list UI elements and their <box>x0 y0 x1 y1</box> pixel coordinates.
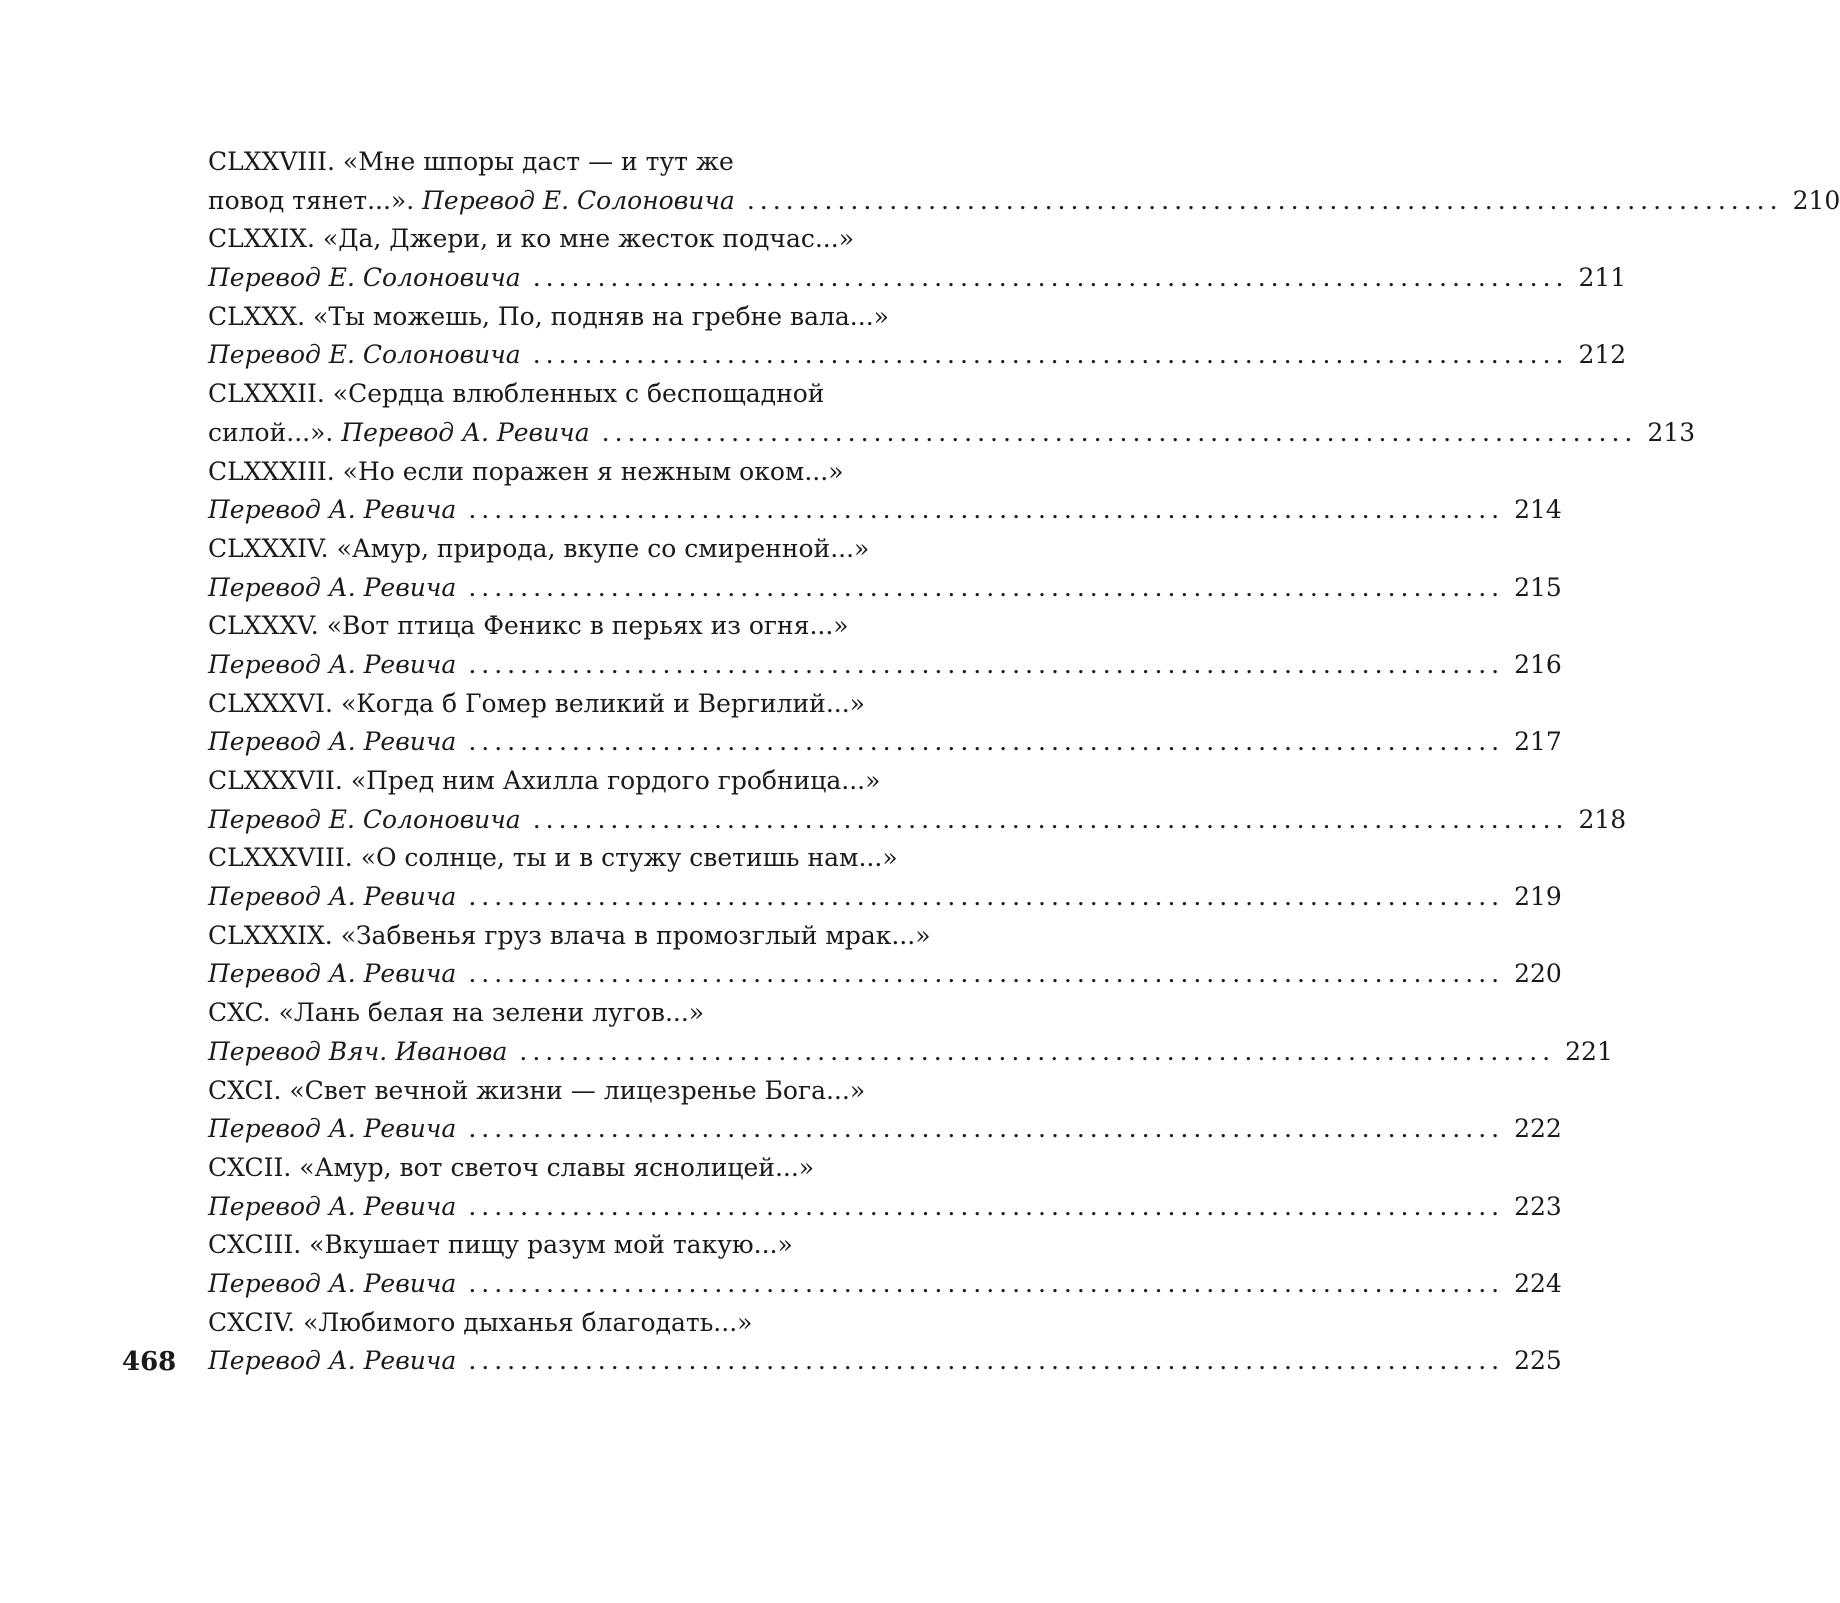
toc-entry-credit-line <box>208 955 1562 994</box>
toc-entry-title: CXCI. «Свет вечной жизни — лицезренье Бога...» <box>208 1075 866 1105</box>
toc-entry-credit <box>208 414 590 453</box>
toc-entry <box>208 453 1562 530</box>
toc-entry-translator: Перевод А. Ревича <box>208 1268 457 1298</box>
toc-entry <box>208 1226 1562 1303</box>
toc-entry <box>208 994 1613 1071</box>
toc-entry-translator: Перевод А. Ревича <box>208 1114 457 1144</box>
toc-entry-page-number: 218 <box>1578 804 1627 834</box>
dot-leader: ................................................................................ <box>468 572 1505 602</box>
dot-leader: ................................................................................ <box>601 417 1638 447</box>
dot-leader: ................................................................................ <box>532 263 1569 293</box>
toc-entry-title: CLXXXIV. «Амур, природа, вкупе со смиренной...» <box>208 533 870 563</box>
dot-leader: ................................................................................ <box>468 727 1505 757</box>
toc-entry <box>208 917 1562 994</box>
dot-leader: ................................................................................ <box>532 804 1569 834</box>
toc-entry-page-number: 217 <box>1514 727 1562 757</box>
dot-leader: ................................................................................ <box>468 959 1505 989</box>
toc-entry-title: CLXXX. «Ты можешь, По, подняв на гребне вала...» <box>208 301 889 331</box>
toc-entry-title: CLXXXV. «Вот птица Феникс в перьях из огня...» <box>208 611 849 641</box>
toc-entry-translator: Перевод А. Ревича <box>208 1191 457 1221</box>
toc-entry-title: CXCIV. «Любимого дыханья благодать...» <box>208 1307 753 1337</box>
toc-entry-page-number: 221 <box>1565 1036 1613 1066</box>
dot-leader: ................................................................................ <box>746 185 1783 215</box>
toc-entry-title: CLXXXIII. «Но если поражен я нежным оком...» <box>208 456 844 486</box>
toc-entry-page-number: 222 <box>1514 1114 1562 1144</box>
toc-entry-title: CLXXXII. «Сердца влюбленных с беспощадной <box>208 379 825 409</box>
toc-entry-credit <box>208 878 456 917</box>
toc-entry-page-number: 210 <box>1792 185 1840 215</box>
dot-leader: ................................................................................ <box>468 882 1505 912</box>
toc-entry-credit <box>208 1188 456 1227</box>
toc-entry-credit <box>208 723 456 762</box>
toc-entry-translator: Перевод Е. Солоновича <box>208 804 521 834</box>
toc-entry <box>208 1072 1562 1149</box>
dot-leader: ................................................................................ <box>519 1036 1556 1066</box>
toc-entry-credit <box>208 646 456 685</box>
toc-entry-page-number: 211 <box>1578 263 1627 293</box>
toc-entry-title: CLXXVIII. «Мне шпоры даст — и тут же <box>208 147 734 176</box>
dot-leader: ................................................................................ <box>468 1346 1505 1376</box>
toc-entry-credit-line <box>208 1033 1613 1072</box>
toc-entry-page-number: 220 <box>1514 959 1562 989</box>
toc-entry-translator: Перевод Е. Солоновича <box>208 340 521 370</box>
toc-entry <box>208 839 1562 916</box>
toc-entry-page-number: 216 <box>1514 649 1562 679</box>
toc-entry-title: CXC. «Лань белая на зелени лугов...» <box>208 998 705 1028</box>
page-number: 468 <box>122 1347 177 1377</box>
toc-entry-credit <box>208 182 735 221</box>
toc-entry-credit <box>208 259 521 298</box>
toc-entry <box>208 1304 1562 1381</box>
toc-entry <box>208 1149 1562 1226</box>
toc-entry-credit-line <box>208 491 1562 530</box>
toc-entry-credit-line <box>208 723 1562 762</box>
toc-entry-translator: Перевод А. Ревича <box>208 882 457 912</box>
toc-entry <box>208 685 1562 762</box>
dot-leader: ................................................................................ <box>468 495 1505 525</box>
toc-entry <box>208 530 1562 607</box>
toc-entry-credit <box>208 1110 456 1149</box>
dot-leader: ................................................................................ <box>468 1191 1505 1221</box>
toc-entry-credit <box>208 801 521 840</box>
toc-entry-credit <box>208 491 456 530</box>
toc-entry-credit <box>208 569 456 608</box>
toc-entry-page-number: 214 <box>1514 495 1562 525</box>
toc-entry <box>208 762 1627 839</box>
toc-entry-title: CLXXXVII. «Пред ним Ахилла гордого гробница...» <box>208 766 881 795</box>
toc-entry-credit-line <box>208 646 1562 685</box>
toc-entry-translator: Перевод А. Ревича <box>208 495 457 525</box>
toc-entry <box>208 607 1562 684</box>
toc-entry <box>208 143 1840 220</box>
toc-entry-translator: Перевод А. Ревича <box>341 417 590 447</box>
dot-leader: ................................................................................ <box>532 340 1569 370</box>
toc-entry-title-continuation: повод тянет...». <box>208 185 423 215</box>
dot-leader: ................................................................................ <box>468 649 1505 679</box>
toc-entry-credit-line <box>208 1110 1562 1149</box>
toc-entry-credit-line <box>208 1188 1562 1227</box>
toc-entry-title: CLXXIX. «Да, Джери, и ко мне жесток подчас...» <box>208 224 854 254</box>
toc-entry-credit-line <box>208 336 1627 375</box>
table-of-contents <box>208 143 1840 1381</box>
toc-entry-title: CLXXXIX. «Забвенья груз влача в промозглый мрак...» <box>208 920 931 950</box>
toc-entry <box>208 220 1627 297</box>
toc-entry-translator: Перевод А. Ревича <box>208 649 457 679</box>
toc-entry-title: CXCII. «Амур, вот светоч славы яснолицей...» <box>208 1152 815 1182</box>
dot-leader: ................................................................................ <box>468 1268 1505 1298</box>
toc-entry-page-number: 224 <box>1514 1268 1562 1298</box>
toc-entry-credit-line <box>208 801 1627 840</box>
toc-entry-title: CXCIII. «Вкушает пищу разум мой такую...» <box>208 1230 793 1260</box>
toc-entry-translator: Перевод А. Ревича <box>208 1346 457 1376</box>
toc-entry-translator: Перевод Е. Солоновича <box>422 185 735 215</box>
toc-entry-page-number: 215 <box>1514 572 1562 602</box>
toc-entry-credit-line <box>208 1265 1562 1304</box>
toc-entry-page-number: 213 <box>1647 417 1696 447</box>
toc-entry-credit-line <box>208 182 1840 221</box>
toc-entry-page-number: 212 <box>1578 340 1627 370</box>
toc-entry <box>208 375 1696 452</box>
toc-entry-title-continuation: силой...». <box>208 417 342 447</box>
toc-entry-translator: Перевод Е. Солоновича <box>208 263 521 293</box>
toc-entry-credit <box>208 1265 456 1304</box>
toc-entry-translator: Перевод А. Ревича <box>208 727 457 757</box>
toc-entry-credit-line <box>208 259 1627 298</box>
toc-entry-credit-line <box>208 414 1696 453</box>
toc-entry-translator: Перевод Вяч. Иванова <box>208 1036 508 1066</box>
toc-entry-title: CLXXXVI. «Когда б Гомер великий и Вергилий...» <box>208 688 865 718</box>
toc-entry-credit <box>208 336 521 375</box>
toc-entry-credit-line <box>208 878 1562 917</box>
toc-entry-credit <box>208 1033 507 1072</box>
toc-entry-page-number: 225 <box>1514 1346 1562 1376</box>
toc-entry-credit <box>208 955 456 994</box>
toc-entry-title: CLXXXVIII. «О солнце, ты и в стужу светишь нам...» <box>208 843 898 873</box>
dot-leader: ................................................................................ <box>468 1114 1505 1144</box>
toc-entry-credit-line <box>208 1342 1562 1381</box>
toc-entry-translator: Перевод А. Ревича <box>208 959 457 989</box>
toc-entry-credit <box>208 1342 456 1381</box>
toc-entry <box>208 298 1627 375</box>
toc-entry-page-number: 219 <box>1514 882 1562 912</box>
toc-entry-page-number: 223 <box>1514 1191 1562 1221</box>
toc-entry-translator: Перевод А. Ревича <box>208 572 457 602</box>
toc-entry-credit-line <box>208 569 1562 608</box>
